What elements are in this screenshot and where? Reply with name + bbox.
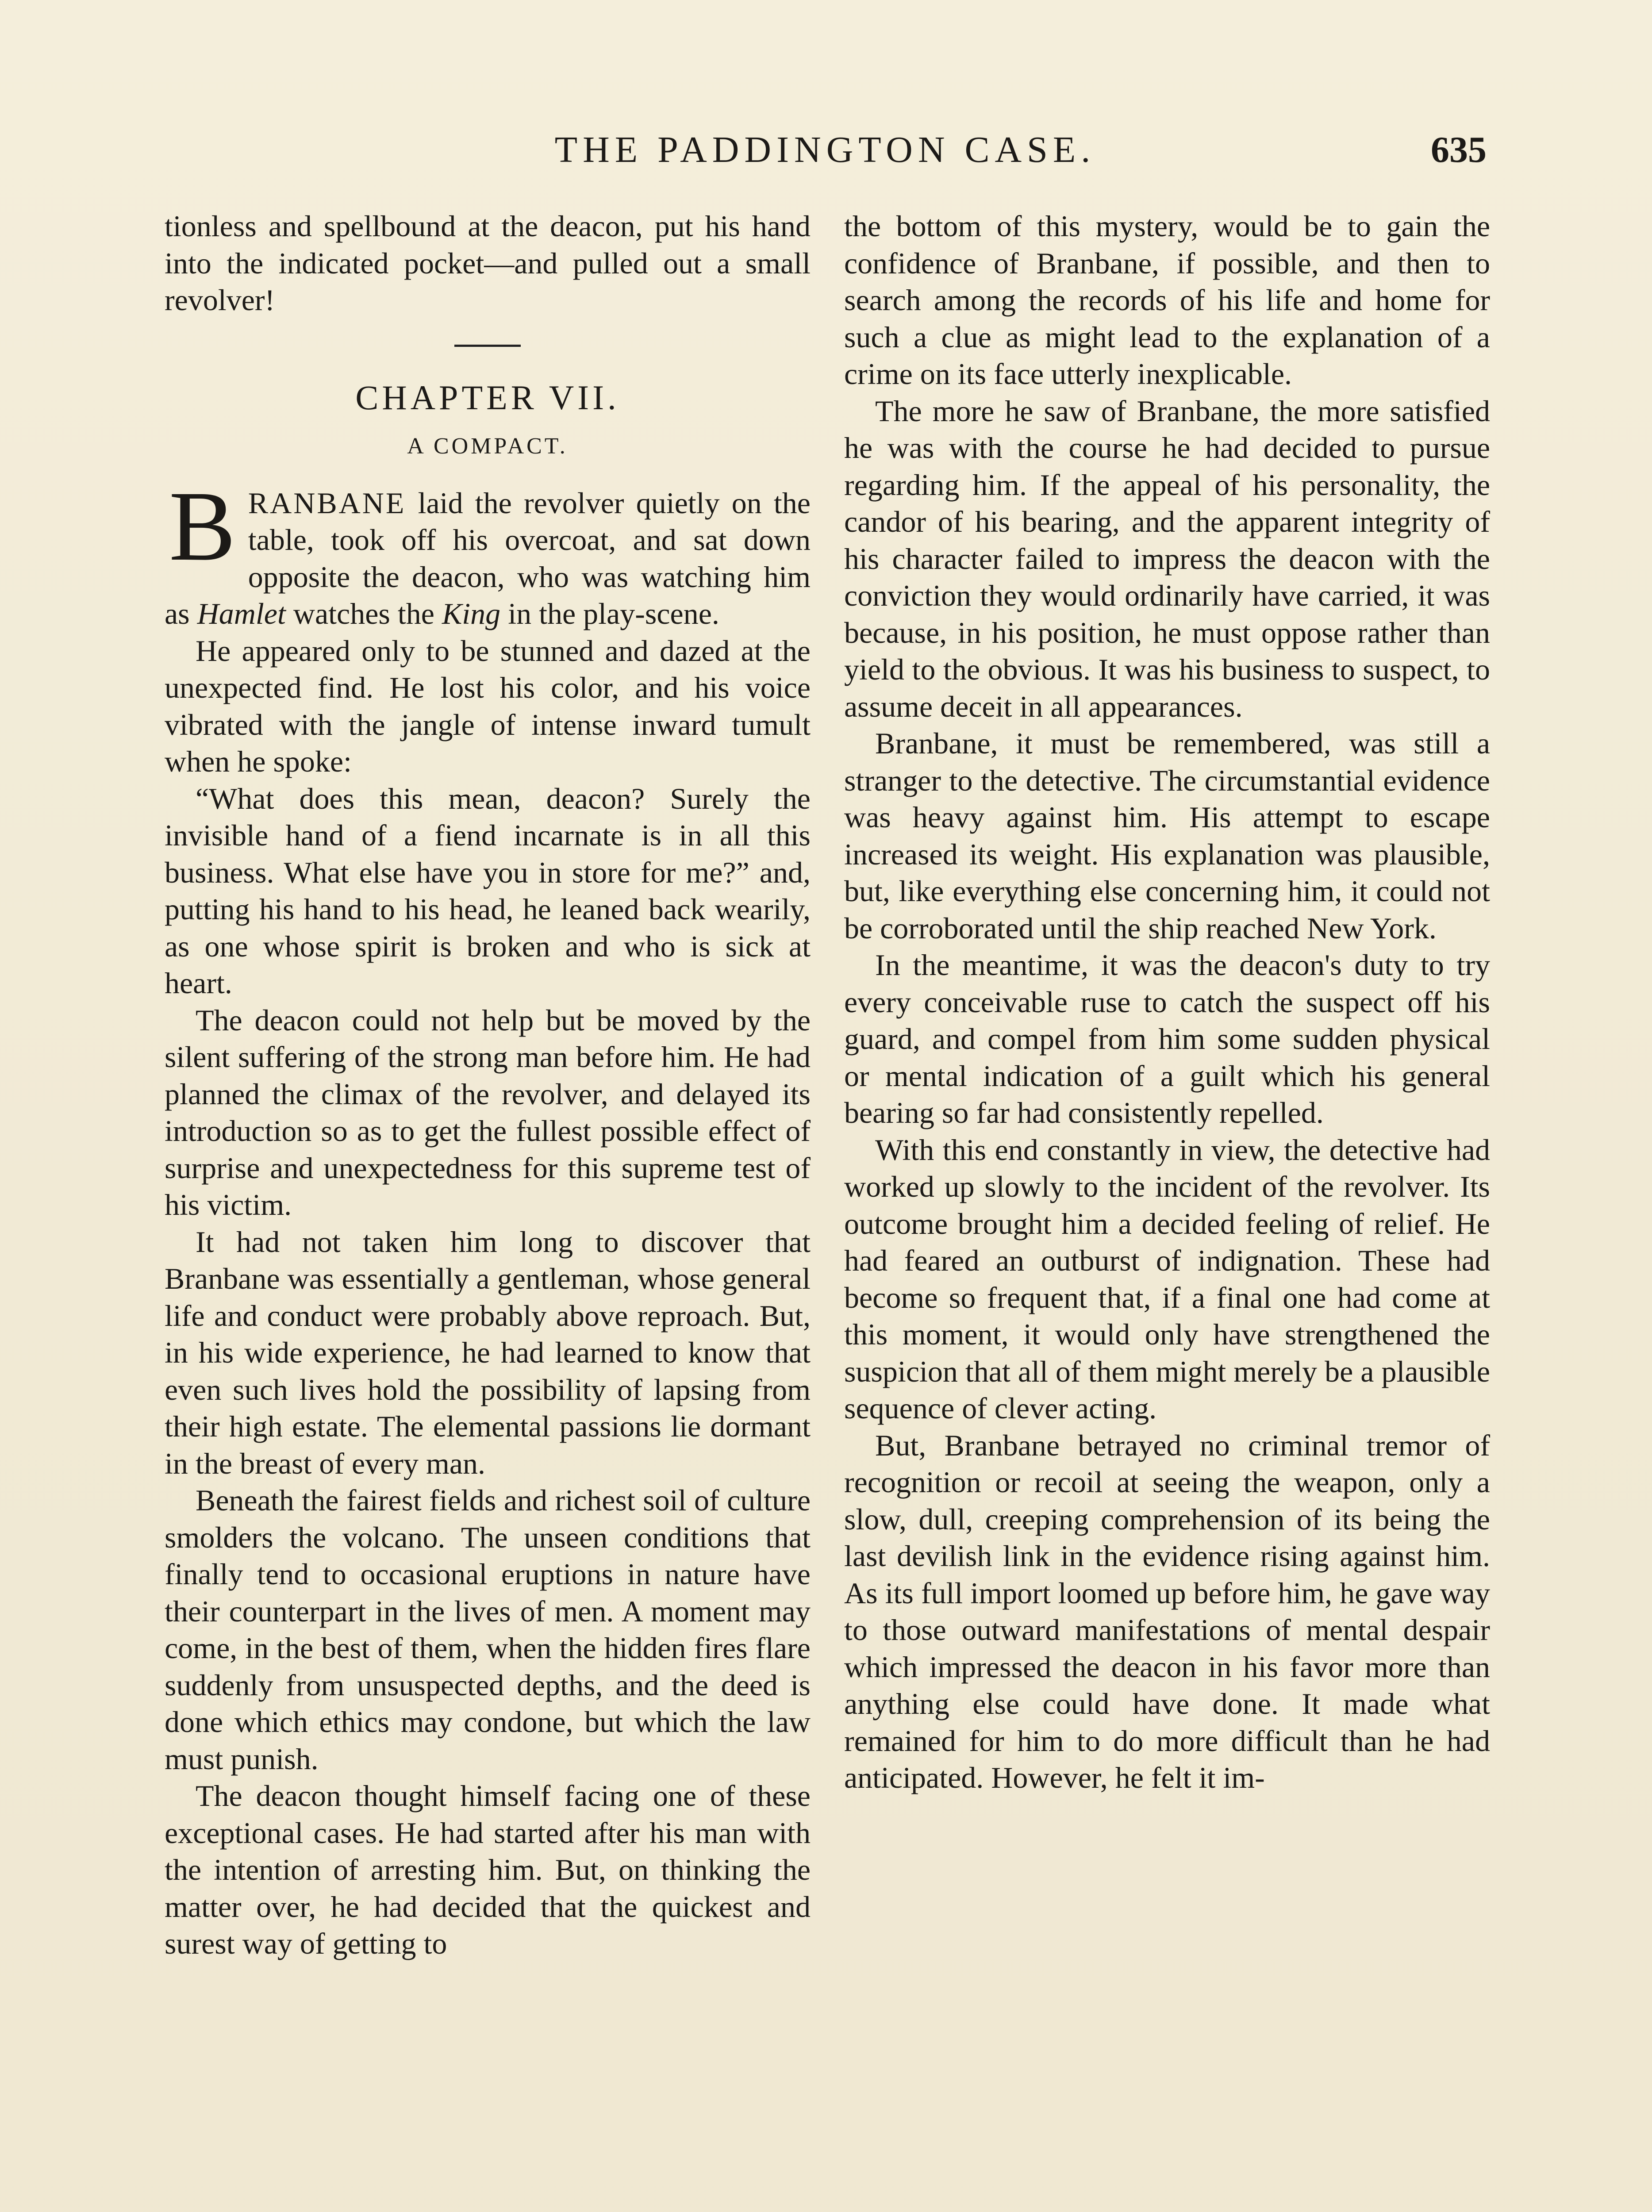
paragraph: He appeared only to be stunned and dazed at the unexpected find. He lost his color, and his voice vibrated with the jangle of intense inward tumult when he spoke: [165, 634, 811, 778]
section-divider [454, 345, 521, 347]
italic-king: King [442, 597, 501, 630]
text-run: watches the [285, 597, 442, 630]
opening-paragraph [165, 470, 811, 633]
running-title: THE PADDINGTON CASE. [554, 129, 1096, 170]
right-column [844, 208, 1490, 1797]
left-column [165, 208, 811, 1962]
paragraph: tionless and spellbound at the deacon, put his hand into the indicated pocket—and pulled out a small revolver! [165, 209, 811, 317]
paragraph: The deacon could not help but be moved by the silent suffering of the strong man before him. He had planned the climax of the revolver, and delayed its introduction so as to get the fullest possible effect of surprise and unexpectedness for this supreme test of his victim. [165, 1003, 811, 1221]
page-header [164, 128, 1487, 181]
drop-cap: B [169, 470, 236, 581]
chapter-title: CHAPTER VII. [355, 378, 620, 417]
paragraph: The deacon thought himself facing one of these exceptional cases. He had started after his man with the intention of arresting him. But, on thinking the matter over, he had decided that the quickest and surest way of getting to [165, 1779, 811, 1960]
paragraph: the bottom of this mystery, would be to gain the confidence of Branbane, if possible, and then to search among the records of his life and home for such a clue as might lead to the explanation of a crime on its face utterly inexplicable. [844, 209, 1490, 391]
opening-word: RANBANE [248, 486, 406, 520]
italic-hamlet: Hamlet [197, 597, 286, 630]
chapter-subtitle: A COMPACT. [407, 433, 568, 459]
paragraph: But, Branbane betrayed no criminal tremor of recognition or recoil at seeing the weapon, only a slow, dull, creeping comprehension of its being the last devilish link in the evidence rising against him. As its full import loomed up before him, he gave way to those outward manifestations of mental despair which impressed the deacon in his favor more than anything else could have done. It made what remained for him to do more difficult than he had anticipated. However, he felt it im- [844, 1428, 1490, 1794]
page-number: 635 [1431, 129, 1487, 170]
paragraph: With this end constantly in view, the detective had worked up slowly to the incident of the revolver. Its outcome brought him a decided feeling of relief. He had feared an outburst of indignation. These had become so frequent that, if a final one had come at this moment, it would only have strengthened the suspicion that all of them might merely be a plausible sequence of clever acting. [844, 1133, 1490, 1425]
paragraph: Beneath the fairest fields and richest soil of culture smolders the volcano. The unseen conditions that finally tend to occasional eruptions in nature have their counterpart in the lives of men. A moment may come, in the best of them, when the hidden fires flare suddenly from unsuspected depths, and the deed is done which ethics may condone, but which the law must punish. [165, 1483, 811, 1776]
paragraph: It had not taken him long to discover that Branbane was essentially a gentleman, whose general life and conduct were probably above reproach. But, in his wide experience, he had learned to know that even such lives hold the possibility of lapsing from their high estate. The elemental passions lie dormant in the breast of every man. [165, 1225, 811, 1480]
text-run: laid the revolver quietly on the table, took off his overcoat, and sat down opposite the deacon, who was watching him as [165, 486, 811, 630]
text-run: in the play-scene. [500, 597, 719, 630]
paragraph: The more he saw of Branbane, the more satisfied he was with the course he had decided to pursue regarding him. If the appeal of his personality, the candor of his bearing, and the apparent integrity of his character failed to impress the deacon with the conviction they would ordinarily have carried, it was because, in his position, he must oppose rather than yield to the obvious. It was his business to suspect, to assume deceit in all appearances. [844, 394, 1490, 723]
paragraph: “What does this mean, deacon? Surely the invisible hand of a fiend incarnate is in all this business. What else have you in store for me?” and, putting his hand to his head, he leaned back wearily, as one whose spirit is broken and who is sick at heart. [165, 781, 811, 1000]
paragraph: In the meantime, it was the deacon's duty to try every conceivable ruse to catch the suspect off his guard, and compel from him some sudden physical or mental indication of a guilt which his general bearing so far had consistently repelled. [844, 948, 1490, 1129]
paragraph: Branbane, it must be remembered, was still a stranger to the detective. The circumstantial evidence was heavy against him. His attempt to escape increased its weight. His explanation was plausible, but, like everything else concerning him, it could not be corroborated until the ship reached New York. [844, 726, 1490, 945]
